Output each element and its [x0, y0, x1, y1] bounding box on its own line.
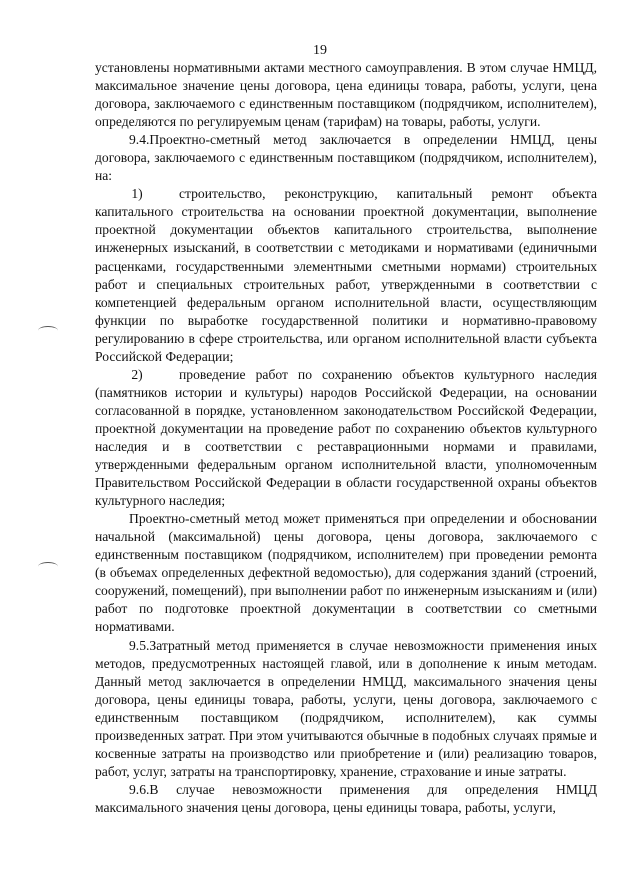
- list-item-2: [95, 366, 597, 510]
- list-item-1: [95, 185, 597, 365]
- paragraph-design-estimate-method: Проектно-сметный метод может применяться при определении и обосновании начальной (максимальной) цены договора, цены договора, заключаемого с единственным поставщиком (подрядчиком, исполнителем) при проведении ремонта (в объемах определенных дефектной ведомостью), для содержания зданий (строений, сооружений, помещений), при выполнении работ по инженерным изысканиям и (или) работ по подготовке проектной документации в соответствии со сметными нормативами.: [95, 511, 597, 635]
- document-body: [95, 59, 597, 817]
- list-number: 2): [131, 366, 143, 382]
- list-item-text: проведение работ по сохранению объектов культурного наследия (памятников истории и культуры) народов Российской Федерации, на основании согласованной в порядке, установленном законодательством Российской Федерации, проектной документации на проведение работ по сохранению объектов культурного наследия и в соответствии с реставрационными нормами и правилами, утвержденными федеральным органом исполнительной власти, уполномоченным Правительством Российской Федерации в области государственной охраны объектов культурного наследия;: [95, 366, 597, 509]
- margin-mark-2: [38, 562, 58, 571]
- paragraph-9-5: 9.5.Затратный метод применяется в случае невозможности применения иных методов, предусмотренных настоящей главой, или в дополнение к иным методам. Данный метод заключается в определении НМЦД, максимального значения цены договора, цены единицы товара, работы, услуги, цены договора, заключаемого с единственным поставщиком (подрядчиком, исполнителем), как суммы произведенных затрат. При этом учитываются обычные в подобных случаях прямые и косвенные затраты на производство или приобретение и (или) реализацию товаров, работ, услуг, затраты на транспортировку, хранение, страхование и иные затраты.: [95, 637, 597, 779]
- page-number: 19: [313, 43, 327, 58]
- paragraph-9-6: 9.6.В случае невозможности применения для определения НМЦД максимального значения цены договора, цены единицы товара, работы, услуги,: [95, 781, 597, 815]
- paragraph-continuation: установлены нормативными актами местного самоуправления. В этом случае НМЦД, максимальное значение цены договора, цена единицы товара, работы, услуги, цена договора, заключаемого с единственным поставщиком (подрядчиком, исполнителем), определяются по регулируемым ценам (тарифам) на товары, работы, услуги.: [95, 60, 597, 130]
- paragraph-9-4: 9.4.Проектно-сметный метод заключается в определении НМЦД, цены договора, заключаемого с единственным поставщиком (подрядчиком, исполнителем), на:: [95, 132, 597, 184]
- list-number: 1): [131, 186, 143, 202]
- list-item-text: строительство, реконструкцию, капитальный ремонт объекта капитального строительства на основании проектной документации, выполнение проектной документации объектов капитального строительства, выполнение инженерных изысканий, в соответствии с методиками и нормативами (единичными расценками, государственными элементными сметными нормами) строительных работ и специальных строительных работ, утвержденными в соответствии с компетенцией федеральным органом исполнительной власти, осуществляющим функции по выработке государственной политики и нормативно-правовому регулированию в сфере строительства, или органом исполнительной власти субъекта Российской Федерации;: [95, 186, 597, 364]
- margin-mark-1: [38, 326, 58, 335]
